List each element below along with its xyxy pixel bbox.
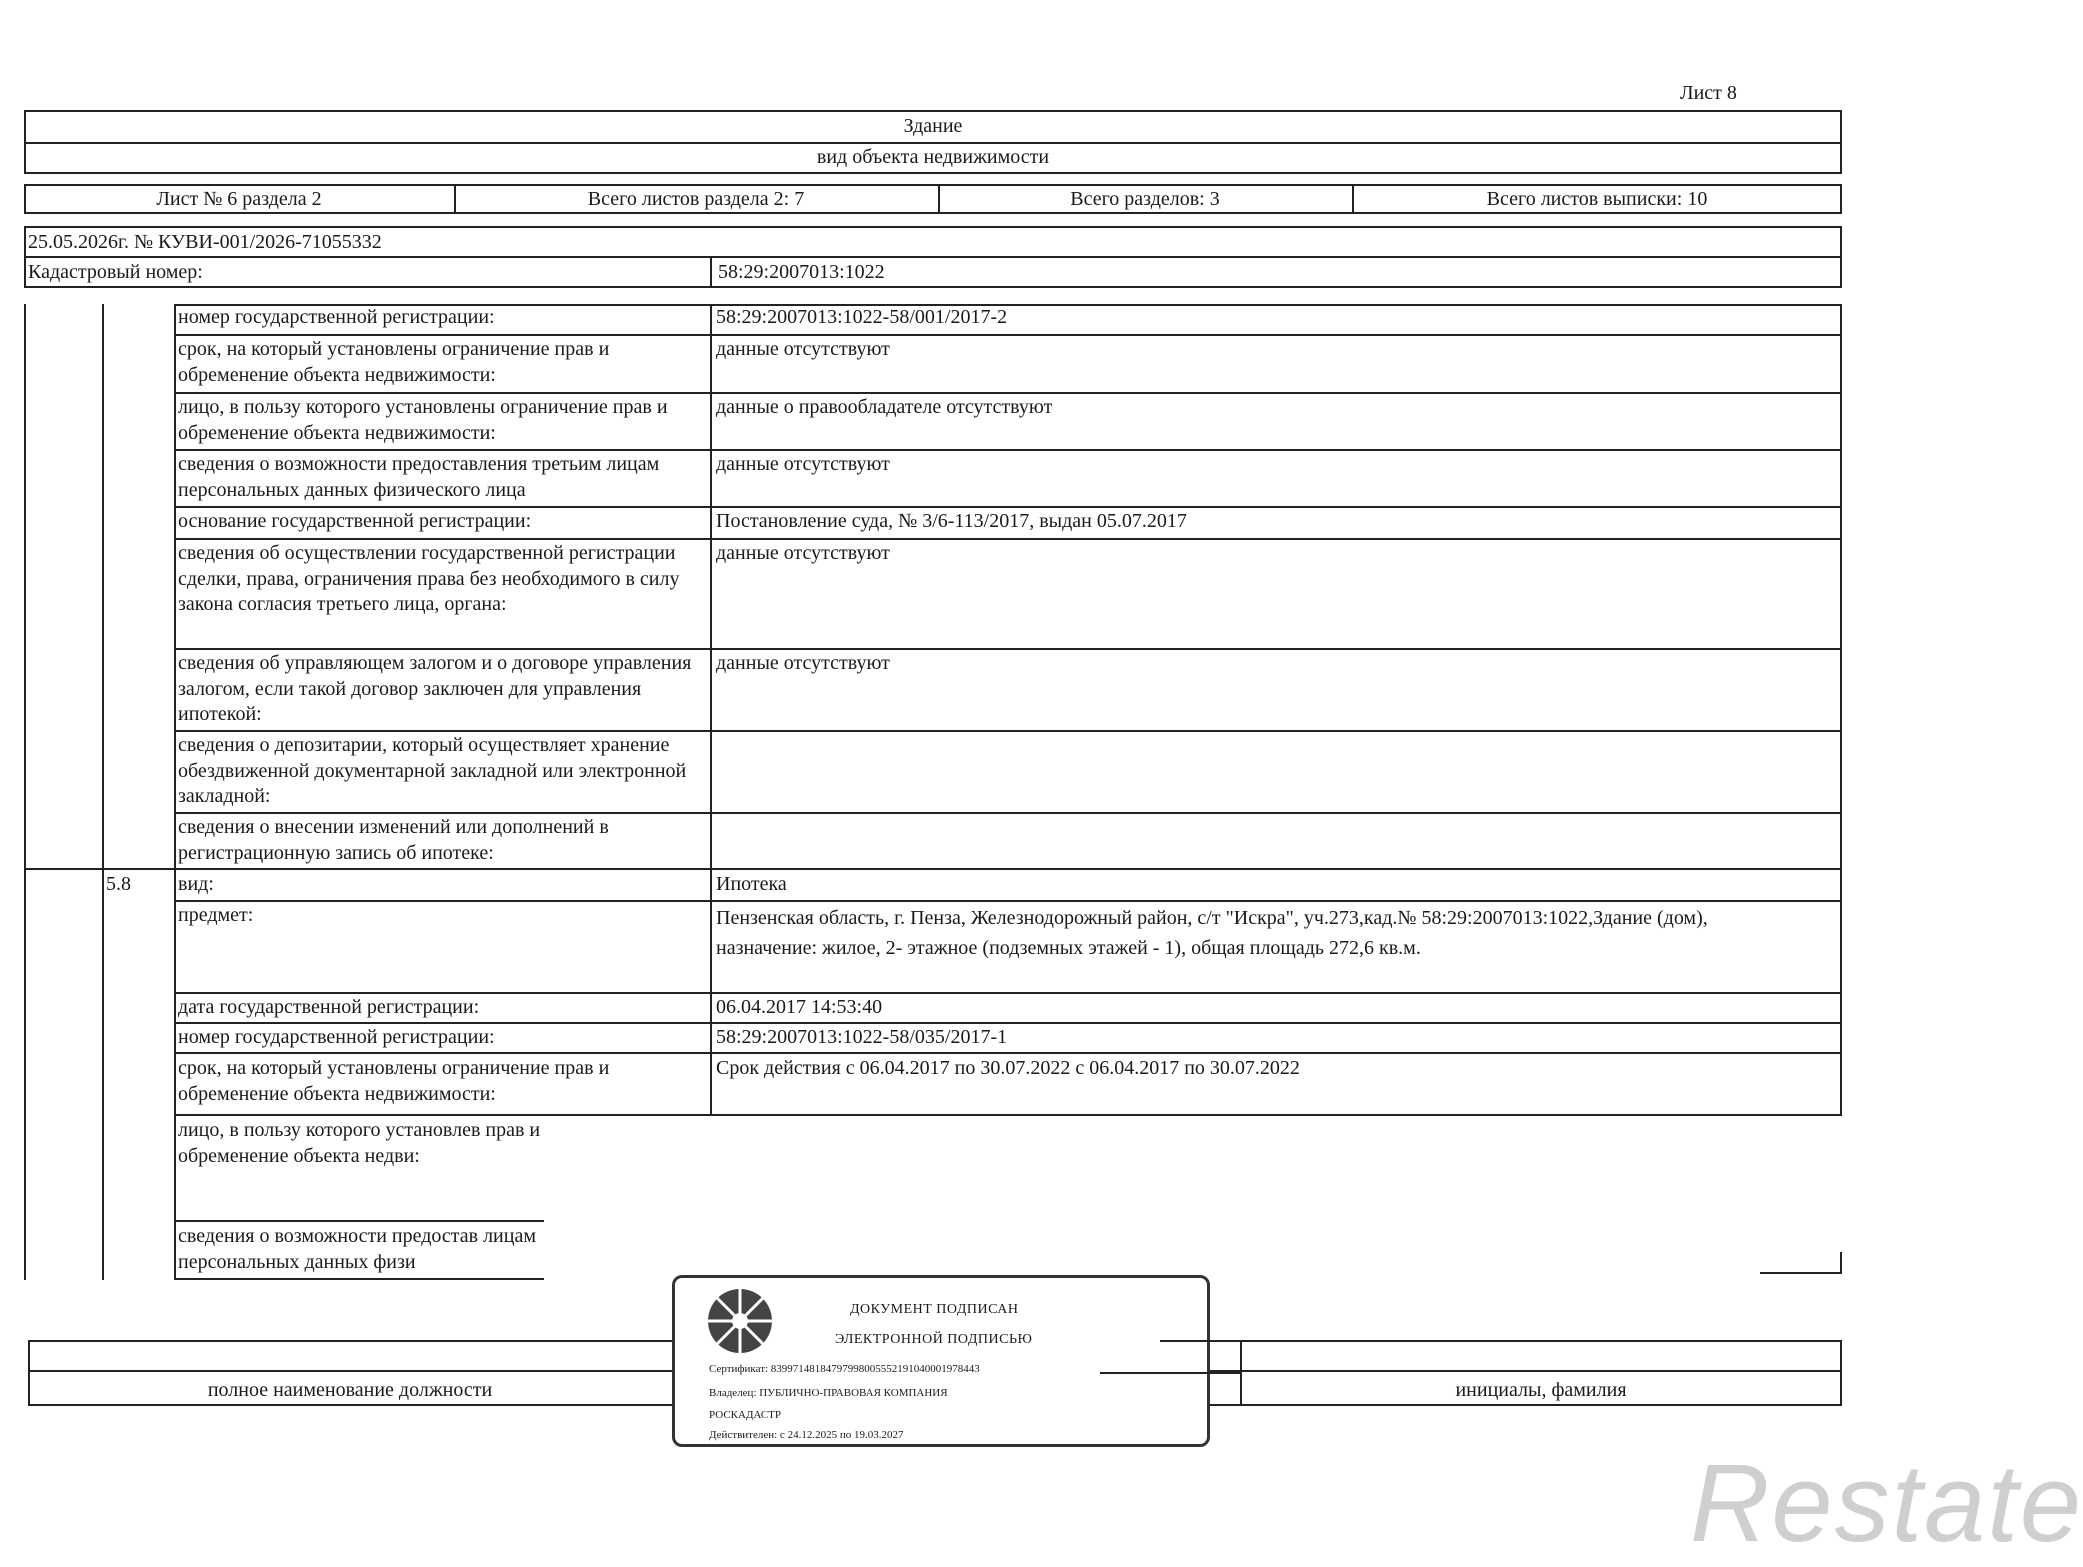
row-basis	[178, 509, 708, 535]
row-label: сведения о депозитарии, который осуществляет хранение обездвиженной документарной закладной или электронной закладной:	[178, 734, 687, 807]
total-sections: Всего разделов: 3	[1070, 188, 1220, 210]
stamp-cert: Сертификат: 83997148184797998005552191040001978443	[709, 1363, 980, 1375]
s58-beneficiary	[178, 1118, 546, 1172]
stamp-owner-name: РОСКАДАСТР	[709, 1409, 782, 1421]
row-pledge-manager	[178, 651, 708, 728]
e-signature-stamp	[672, 1275, 1210, 1447]
row-value: Срок действия с 06.04.2017 по 30.07.2022 с 06.04.2017 по 30.07.2022	[716, 1057, 1300, 1079]
row-label: срок, на который установлены ограничение прав и обременение объекта недвижимости:	[178, 338, 610, 386]
emblem-icon	[705, 1286, 775, 1356]
row-term	[178, 337, 708, 388]
position-label: полное наименование должности	[207, 1379, 493, 1401]
row-consent	[178, 541, 708, 618]
table-left-border	[24, 304, 26, 1280]
row-label: лицо, в пользу которого установлены ограничение прав и обременение объекта недвижимости:	[178, 396, 668, 444]
row-changes	[178, 815, 708, 866]
total-extract-sheets: Всего листов выписки: 10	[1486, 188, 1708, 210]
row-value: данные отсутствуют	[716, 652, 890, 674]
row-label: сведения о внесении изменений или дополнений в регистрационную запись об ипотеке:	[178, 816, 609, 864]
s58-reg-number	[178, 1025, 708, 1051]
row-label: сведения о возможности предоставления третьим лицам персональных данных физического лица	[178, 453, 660, 501]
row-value: Постановление суда, № 3/6-113/2017, выдан 05.07.2017	[716, 510, 1187, 532]
s58-type	[178, 872, 708, 898]
row-personal-data	[178, 452, 708, 503]
initials-label: инициалы, фамилия	[1455, 1379, 1627, 1401]
row-value: данные отсутствуют	[716, 542, 890, 564]
page-label: Лист 8	[1680, 82, 1737, 104]
row-label: сведения об осуществлении государственной регистрации сделки, права, ограничения права без необходимого в силу закона согласия третьего лица, органа:	[178, 542, 680, 615]
row-label: основание государственной регистрации:	[178, 510, 532, 532]
row-depositary	[178, 733, 708, 810]
s58-reg-date	[178, 995, 708, 1021]
s58-personal-data	[178, 1224, 546, 1278]
row-label: дата государственной регистрации:	[178, 996, 480, 1018]
row-label: сведения о возможности предостав лицам персональных данных физи	[178, 1225, 536, 1273]
doc-ref: 25.05.2026г. № КУВИ-001/2026-71055332	[28, 231, 382, 253]
row-label: вид:	[178, 873, 214, 895]
row-value: данные отсутствуют	[716, 338, 890, 360]
row-label: номер государственной регистрации:	[178, 1026, 495, 1048]
row-value: 58:29:2007013:1022-58/035/2017-1	[716, 1026, 1008, 1048]
stamp-line1: ДОКУМЕНТ ПОДПИСАН	[850, 1302, 1019, 1317]
stamp-validity: Действителен: с 24.12.2025 по 19.03.2027	[709, 1429, 904, 1441]
sheet-of-section: Лист № 6 раздела 2	[156, 188, 322, 210]
section-number: 5.8	[106, 873, 131, 895]
object-subtitle: вид объекта недвижимости	[816, 146, 1050, 168]
cadastral-label: Кадастровый номер:	[28, 261, 203, 283]
object-title: Здание	[903, 115, 963, 137]
row-reg-number	[178, 305, 708, 331]
stamp-line2: ЭЛЕКТРОННОЙ ПОДПИСЬЮ	[835, 1332, 1033, 1347]
row-value: данные о правообладателе отсутствуют	[716, 396, 1053, 418]
row-label: срок, на который установлены ограничение прав и обременение объекта недвижимости:	[178, 1057, 610, 1105]
row-label: лицо, в пользу которого установлев прав и обременение объекта недви:	[178, 1119, 541, 1167]
row-value: 58:29:2007013:1022-58/001/2017-2	[716, 306, 1008, 328]
s58-term	[178, 1056, 708, 1107]
s58-subject	[178, 903, 708, 929]
row-value: Ипотека	[716, 873, 787, 895]
watermark-logo: Restate	[1690, 1442, 2083, 1565]
row-value: данные отсутствуют	[716, 453, 890, 475]
row-beneficiary	[178, 395, 708, 446]
row-value: 06.04.2017 14:53:40	[716, 996, 883, 1018]
row-label: сведения об управляющем залогом и о договоре управления залогом, если такой договор заключен для управления ипотекой:	[178, 652, 692, 725]
row-label: предмет:	[178, 904, 254, 926]
total-section-sheets: Всего листов раздела 2: 7	[587, 188, 805, 210]
row-value: Пензенская область, г. Пенза, Железнодорожный район, с/т "Искра", уч.273,кад.№ 58:29:2007013:1022,Здание (дом), назначение: жилое, 2- этажное (подземных этажей - 1), общая площадь 272,6 кв.м.	[716, 907, 1708, 959]
stamp-owner-label: Владелец: ПУБЛИЧНО-ПРАВОВАЯ КОМПАНИЯ	[709, 1387, 948, 1399]
cadastral-value: 58:29:2007013:1022	[718, 261, 885, 283]
row-label: номер государственной регистрации:	[178, 306, 495, 328]
